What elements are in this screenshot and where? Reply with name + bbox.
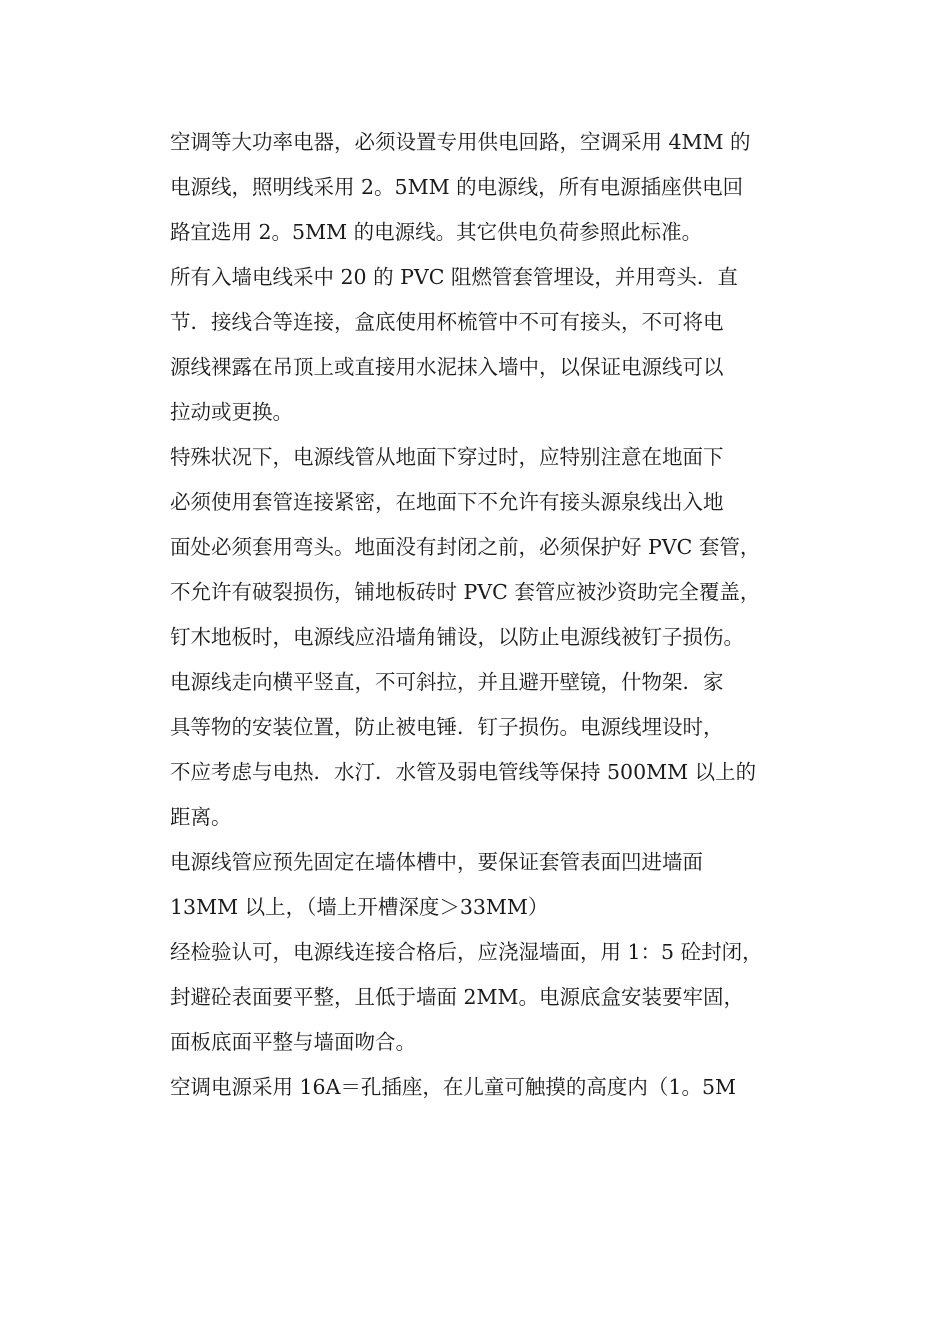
text-line: 必须使用套管连接紧密，在地面下不允许有接头源泉线出入地 <box>170 490 724 514</box>
text-line: 经检验认可，电源线连接合格后，应浇湿墙面，用 1：5 砼封闭， <box>170 940 763 964</box>
text-line: 节．接线合等连接，盒底使用杯梳管中不可有接头，不可将电 <box>170 310 724 334</box>
text-line: 钉木地板时，电源线应沿墙角铺设，以防止电源线被钉子损伤。 <box>170 625 744 649</box>
text-line: 拉动或更换。 <box>170 400 293 424</box>
text-line: 源线裸露在吊顶上或直接用水泥抹入墙中，以保证电源线可以 <box>170 355 724 379</box>
text-line: 具等物的安装位置，防止被电锤．钉子损伤。电源线埋设时， <box>170 715 724 739</box>
text-line: 空调电源采用 16A＝孔插座，在儿童可触摸的高度内（1。5M <box>170 1075 736 1099</box>
text-line: 不应考虑与电热．水汀．水管及弱电管线等保持 500MM 以上的 <box>170 760 757 784</box>
text-line: 路宜选用 2。5MM 的电源线。其它供电负荷参照此标准。 <box>170 220 703 244</box>
text-line: 不允许有破裂损伤，铺地板砖时 PVC 套管应被沙资助完全覆盖， <box>170 580 761 604</box>
text-line: 电源线，照明线采用 2。5MM 的电源线，所有电源插座供电回 <box>170 175 744 199</box>
text-line: 电源线管应预先固定在墙体槽中，要保证套管表面凹进墙面 <box>170 850 703 874</box>
document-body <box>170 120 790 1110</box>
text-line: 面处必须套用弯头。地面没有封闭之前，必须保护好 PVC 套管， <box>170 535 761 559</box>
text-line: 特殊状况下，电源线管从地面下穿过时，应特别注意在地面下 <box>170 445 724 469</box>
text-line: 电源线走向横平竖直，不可斜拉，并且避开壁镜，什物架．家 <box>170 670 724 694</box>
text-line: 面板底面平整与墙面吻合。 <box>170 1030 416 1054</box>
text-line: 13MM 以上，（墙上开槽深度＞33MM） <box>170 895 549 919</box>
text-line: 距离。 <box>170 805 232 829</box>
text-line: 空调等大功率电器，必须设置专用供电回路，空调采用 4MM 的 <box>170 130 751 154</box>
text-line: 封避砼表面要平整，且低于墙面 2MM。电源底盒安装要牢固， <box>170 985 745 1009</box>
text-line: 所有入墙电线采中 20 的 PVC 阻燃管套管埋设，并用弯头．直 <box>170 265 738 289</box>
